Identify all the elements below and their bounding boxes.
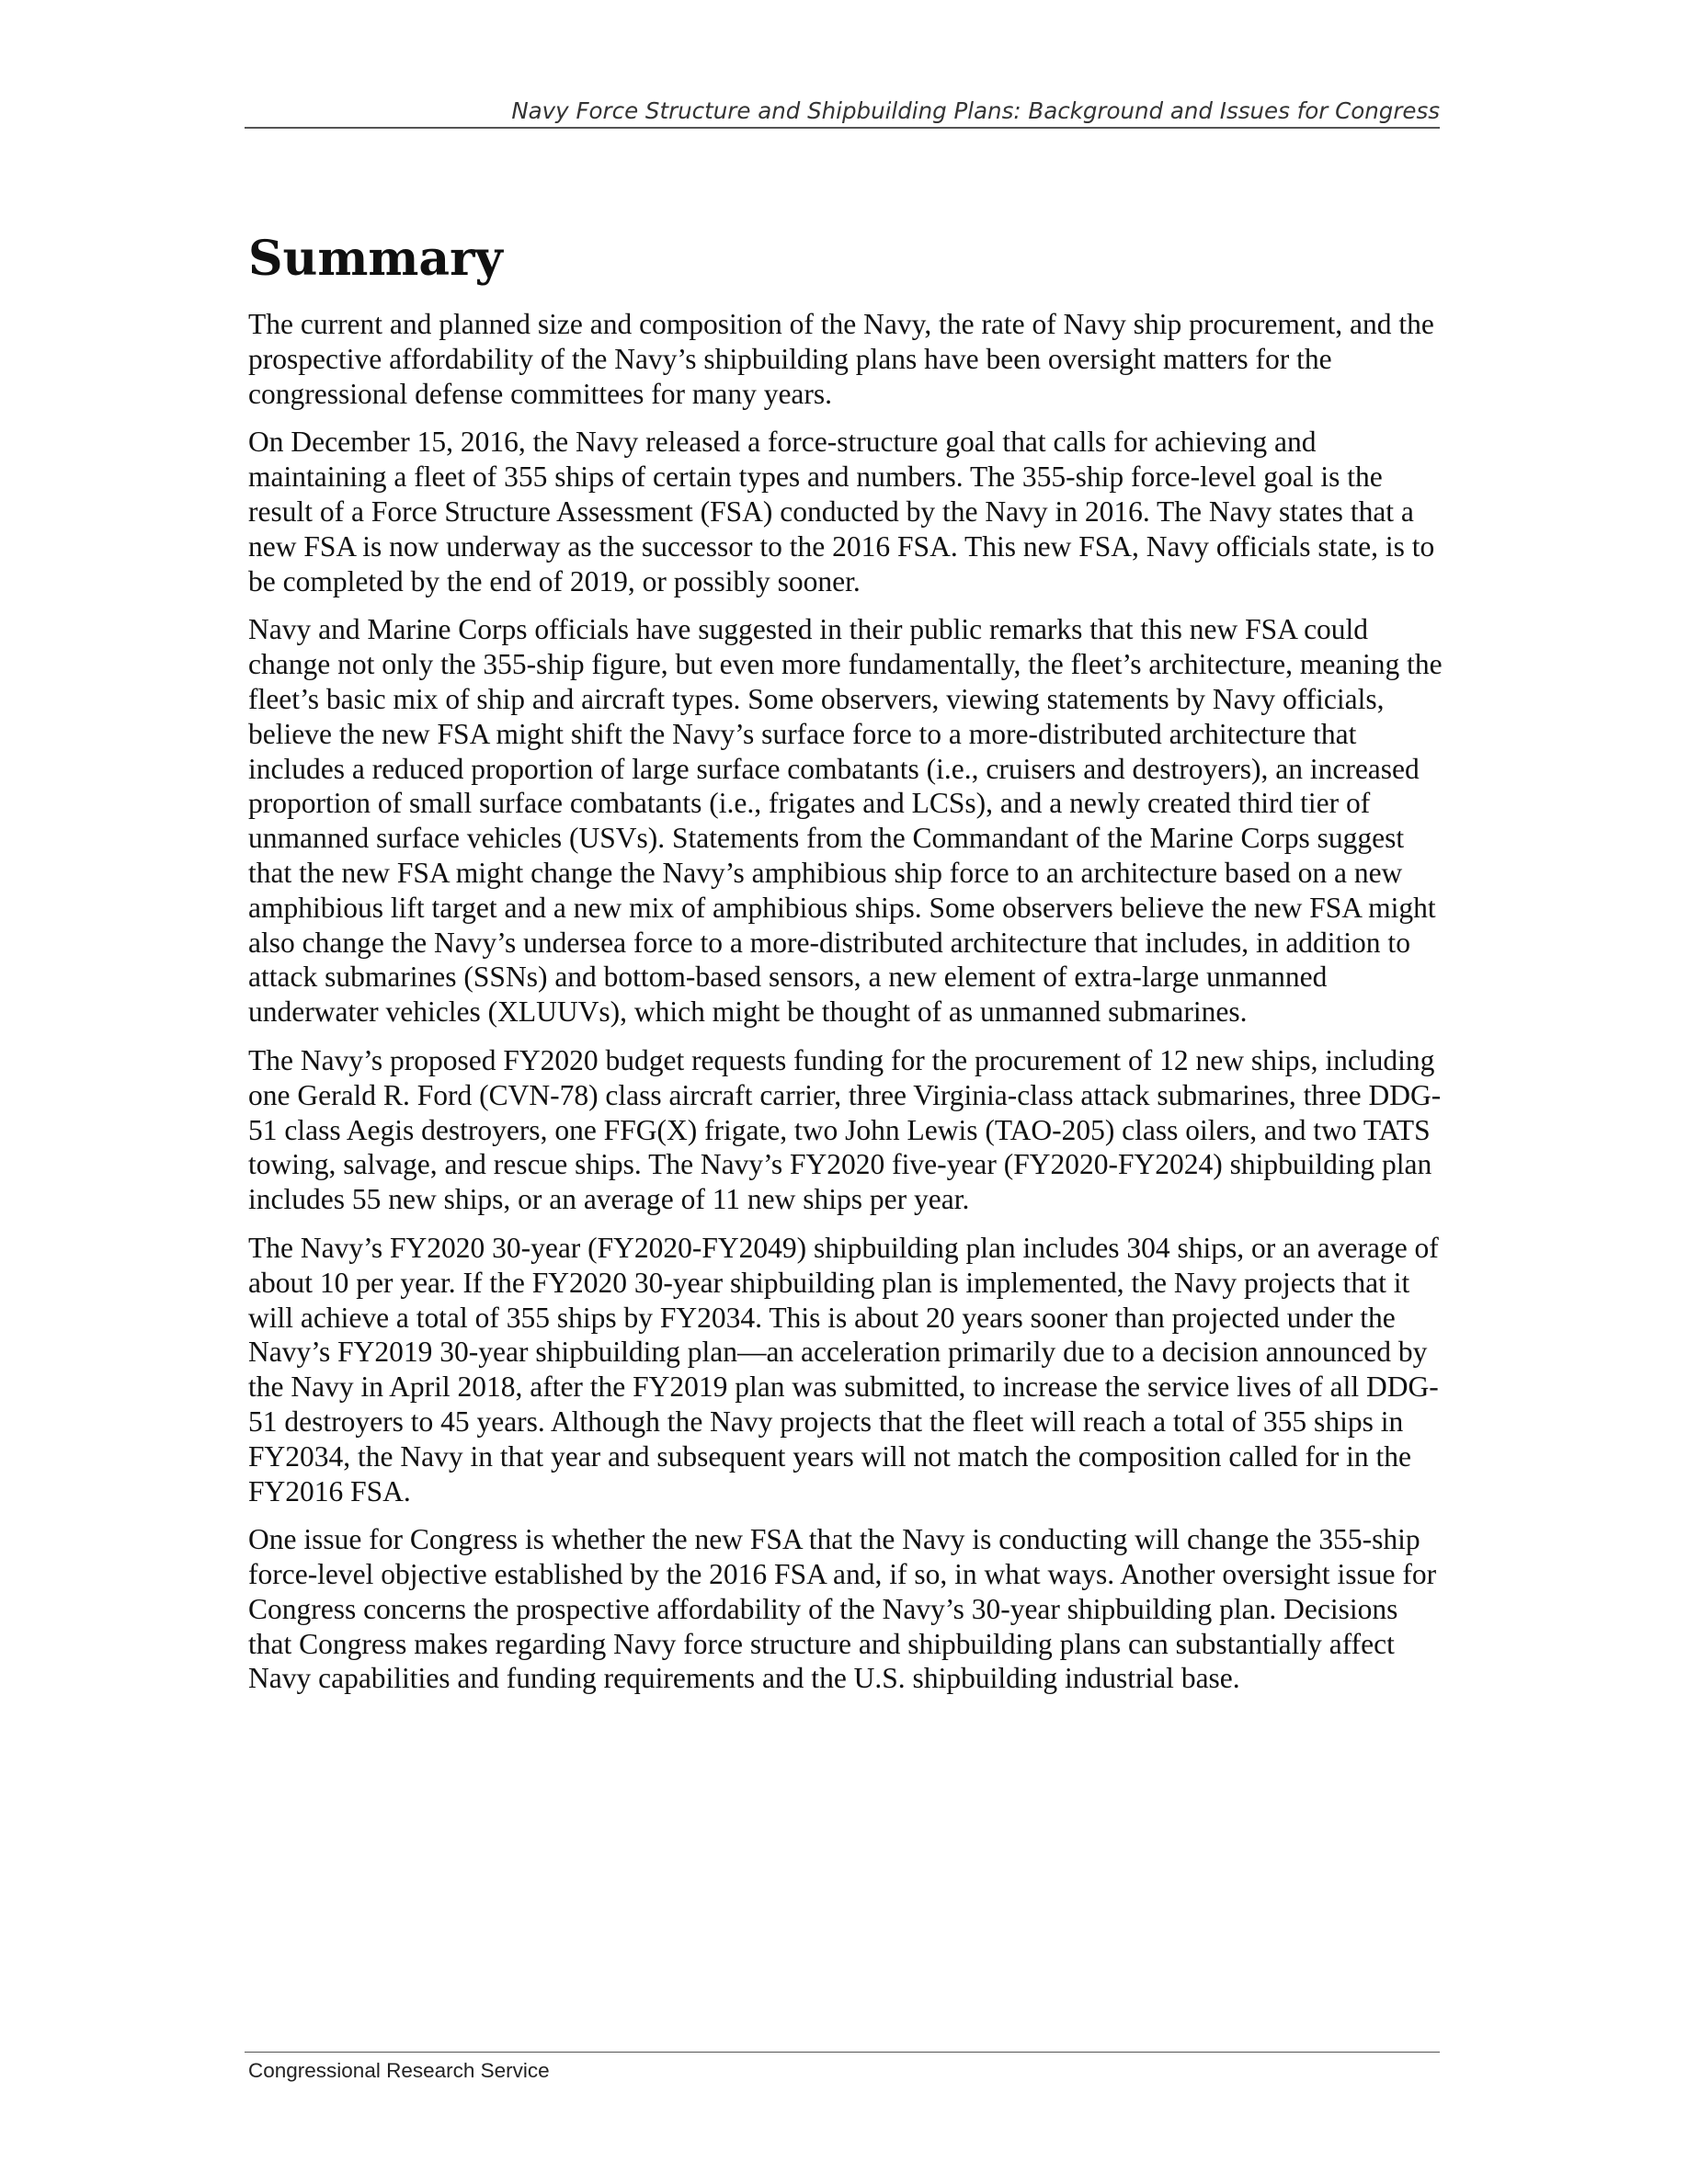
- paragraph: One issue for Congress is whether the new FSA that the Navy is conducting will change the 355-ship force-level objective established by the 2016 FSA and, if so, in what ways. Another oversight issue for Congress concerns the prospective affordability of the Navy’s 30-year shipbuilding plan. Decisions that Congress makes regarding Navy force structure and shipbuilding plans can substantially affect Navy capabilities and funding requirements and the U.S. shipbuilding industrial base.: [248, 1523, 1437, 1695]
- paragraph: The Navy’s FY2020 30-year (FY2020-FY2049) shipbuilding plan includes 304 ships, or an average of about 10 per year. If the FY2020 30-year shipbuilding plan is implemented, the Navy projects that it will achieve a total of 355 ships by FY2034. This is about 20 years sooner than projected under the Navy’s FY2019 30-year shipbuilding plan—an acceleration primarily due to a decision announced by the Navy in April 2018, after the FY2019 plan was submitted, to increase the service lives of all DDG-51 destroyers to 45 years. Although the Navy projects that the fleet will reach a total of 355 ships in FY2034, the Navy in that year and subsequent years will not match the composition called for in the FY2016 FSA.: [248, 1231, 1439, 1507]
- paragraph: On December 15, 2016, the Navy released a force-structure goal that calls for achieving and maintaining a fleet of 355 ships of certain types and numbers. The 355-ship force-level goal is the result of a Force Structure Assessment (FSA) conducted by the Navy in 2016. The Navy states that a new FSA is now underway as the successor to the 2016 FSA. This new FSA, Navy officials state, is to be completed by the end of 2019, or possibly sooner.: [248, 426, 1435, 597]
- page-title: Summary: [248, 231, 503, 287]
- running-header: Navy Force Structure and Shipbuilding Plans: Background and Issues for Congress: [245, 96, 1440, 129]
- footer-publisher: Congressional Research Service: [248, 2059, 550, 2082]
- summary-body: [248, 307, 1443, 1710]
- paragraph: The current and planned size and composition of the Navy, the rate of Navy ship procurement, and the prospective affordability of the Navy’s shipbuilding plans have been oversight matters for the congressional defense committees for many years.: [248, 308, 1434, 410]
- paragraph: Navy and Marine Corps officials have suggested in their public remarks that this new FSA could change not only the 355-ship figure, but even more fundamentally, the fleet’s architecture, meaning the fleet’s basic mix of ship and aircraft types. Some observers, viewing statements by Navy officials, believe the new FSA might shift the Navy’s surface force to a more-distributed architecture that includes a reduced proportion of large surface combatants (i.e., cruisers and destroyers), an increased proportion of small surface combatants (i.e., frigates and LCSs), and a newly created third tier of unmanned surface vehicles (USVs). Statements from the Commandant of the Marine Corps suggest that the new FSA might change the Navy’s amphibious ship force to an architecture based on a new amphibious lift target and a new mix of amphibious ships. Some observers believe the new FSA might also change the Navy’s undersea force to a more-distributed architecture that includes, in addition to attack submarines (SSNs) and bottom-based sensors, a new element of extra-large unmanned underwater vehicles (XLUUVs), which might be thought of as unmanned submarines.: [248, 613, 1443, 1029]
- footer-divider: [245, 2052, 1440, 2053]
- paragraph: The Navy’s proposed FY2020 budget requests funding for the procurement of 12 new ships, including one Gerald R. Ford (CVN-78) class aircraft carrier, three Virginia-class attack submarines, three DDG-51 class Aegis destroyers, one FFG(X) frigate, two John Lewis (TAO-205) class oilers, and two TATS towing, salvage, and rescue ships. The Navy’s FY2020 five-year (FY2020-FY2024) shipbuilding plan includes 55 new ships, or an average of 11 new ships per year.: [248, 1043, 1442, 1216]
